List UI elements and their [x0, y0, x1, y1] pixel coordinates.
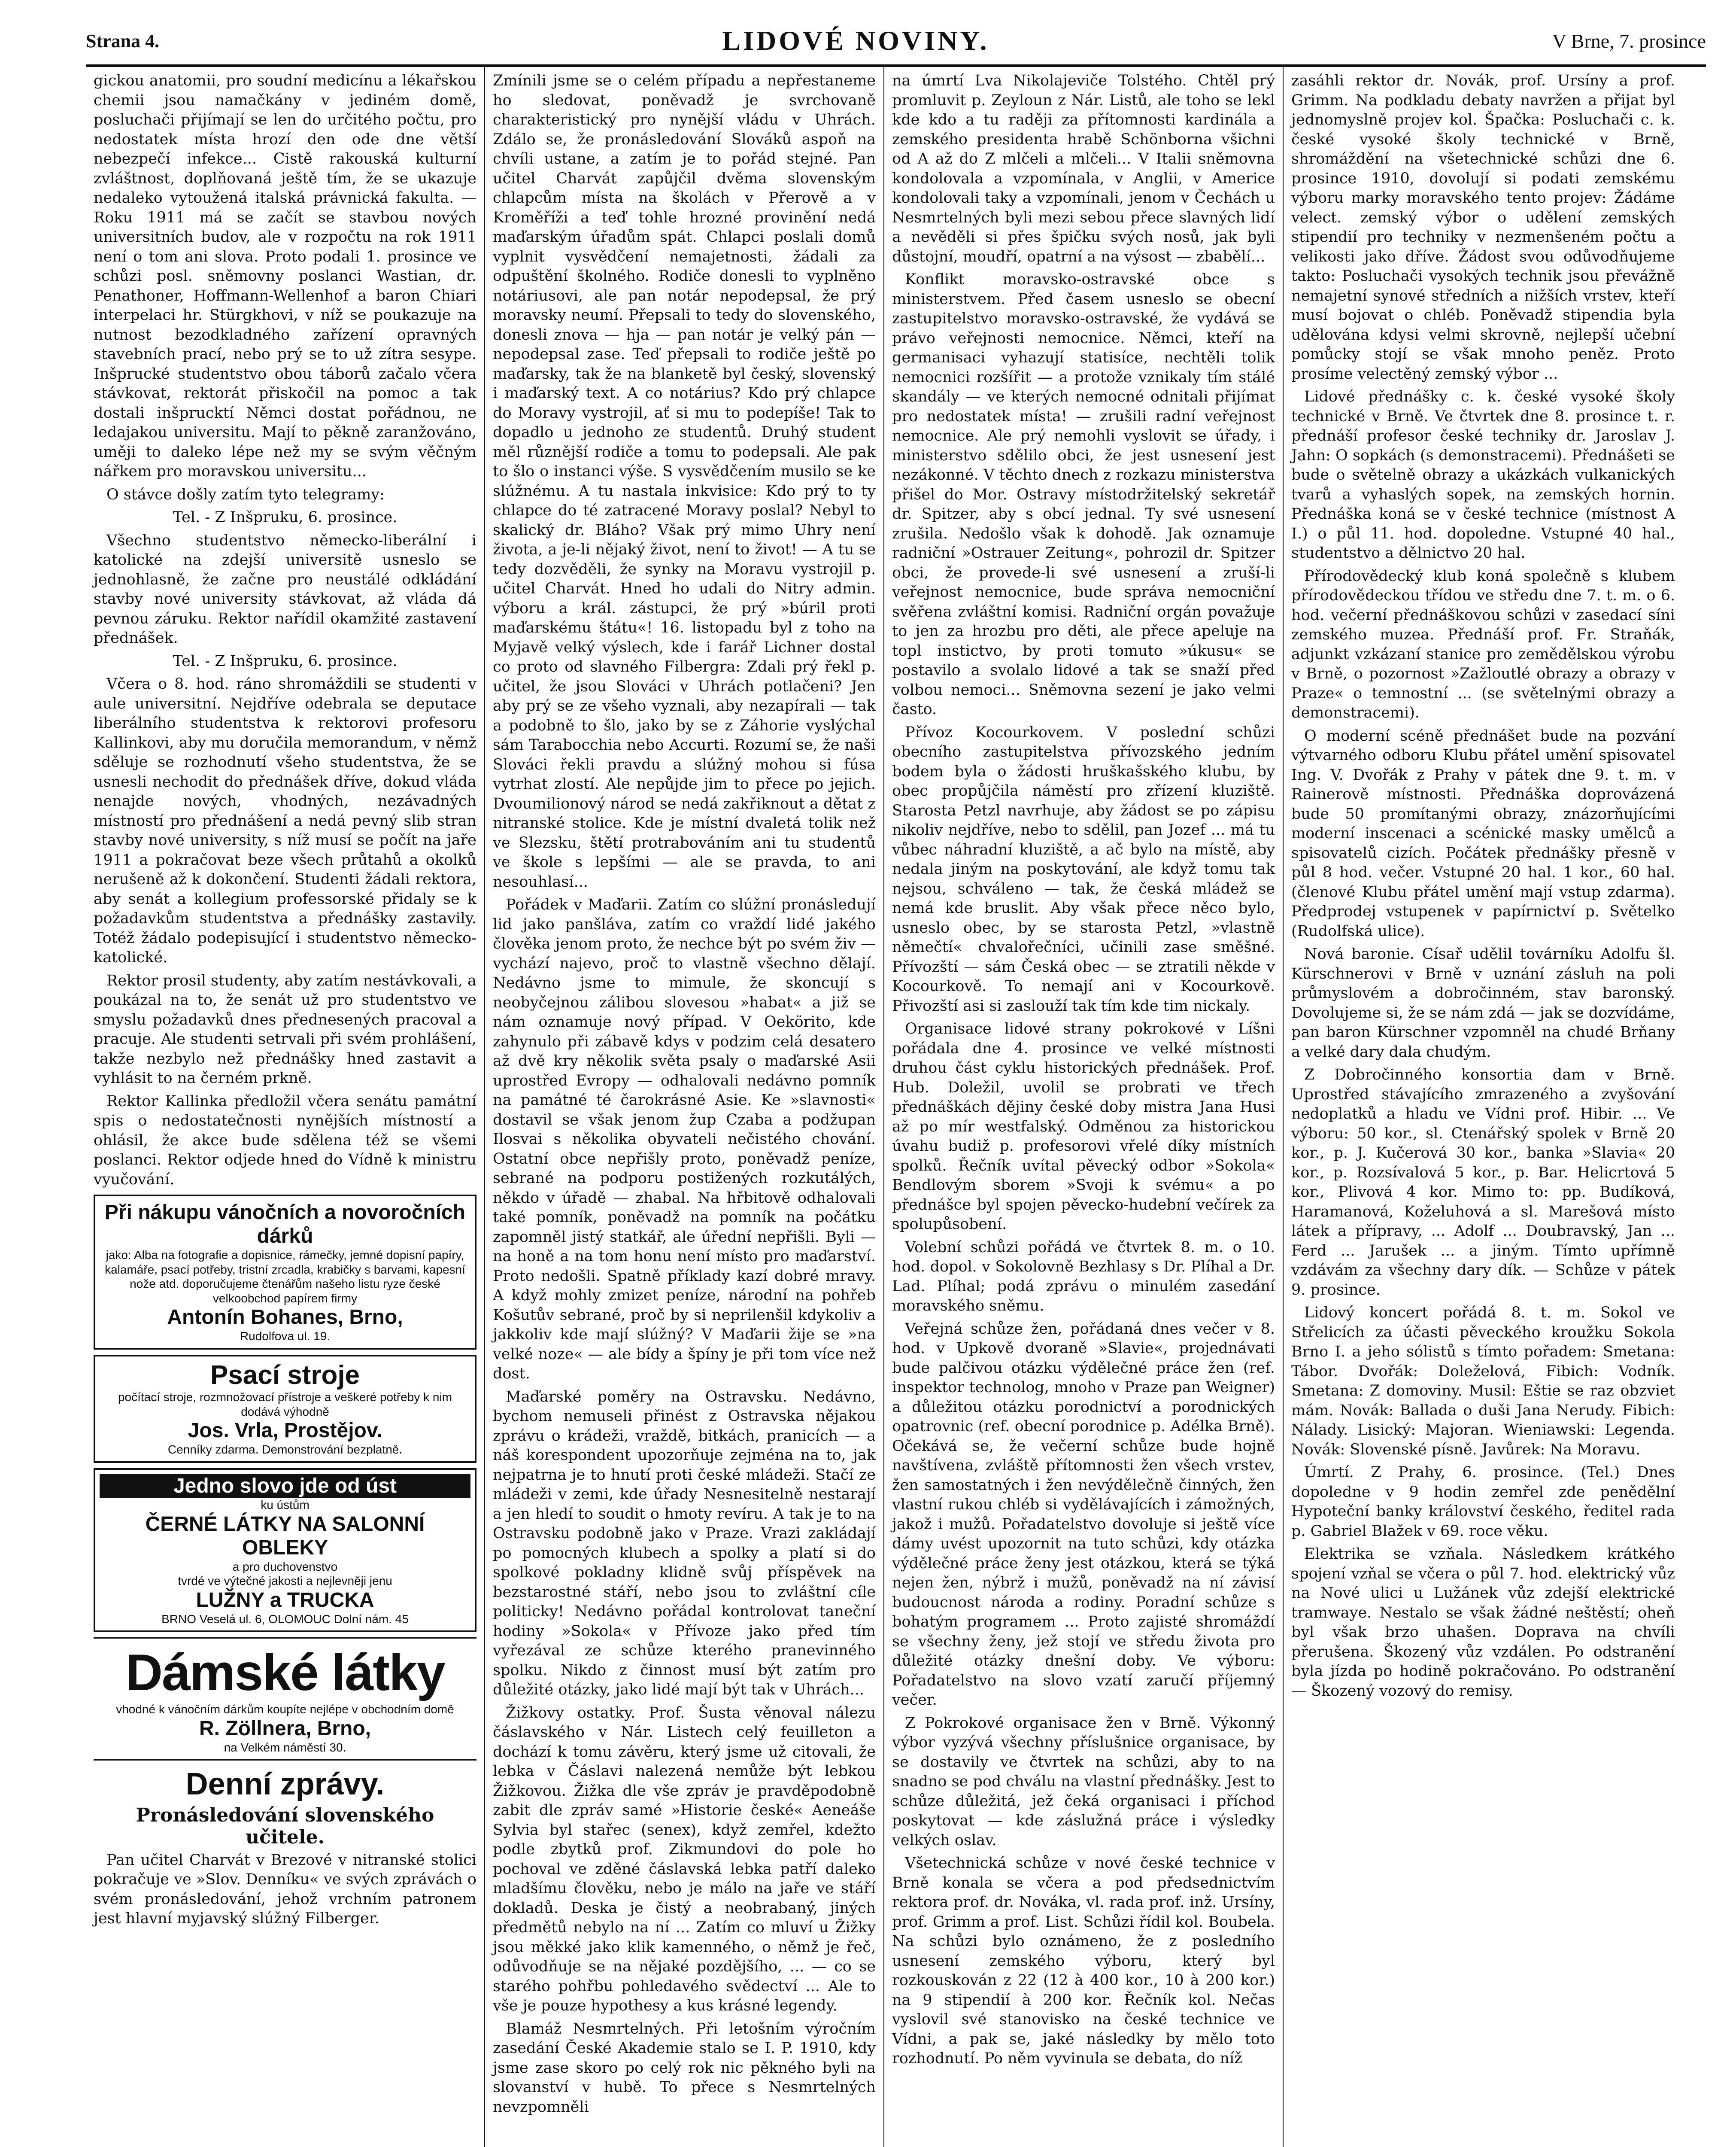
- advertisement-luzny-trucka: [94, 1468, 476, 1632]
- page-header: [86, 17, 1706, 67]
- ad-firm: R. Zöllnera, Brno,: [199, 1717, 371, 1740]
- ad-firm: Jos. Vrla, Prostějov.: [188, 1419, 382, 1442]
- ad-headline: Psací stroje: [210, 1360, 360, 1390]
- article-paragraph: gickou anatomii, pro soudní medicínu a lékařskou chemii jsou namačkány v jediném domě, posluchači přijímají se len do určitého počtu, pro nedostatek místa hrozí den ode dne větší nebezpečí infekce... Cistě rakouská kulturní zvláštnost, doplňovaná ještě tím, že se ukazuje nedaleko vytoužená italská právnická fakulta. — Roku 1911 má se začít se stavbou nových universitních budov, ale v rozpočtu na rok 1911 není o tom ani slova. Proto podali 1. prosince ve schůzi posl. sněmovny poslanci Wastian, dr. Penathoner, Hoffmann-Wellenhof a baron Chiari interpelaci hr. Stürgkhovi, v níž se poukazuje na nutnost bezodkladného zařízení opravných stavebních prací, nebo prý se to už zítra sesype. Inšprucké studentstvo obou táborů začalo včera stávkovat, rektorát přiskočil na pomoc a tak dostali inšprucktí Němci dostat pořádnou, ne ledajakou universitu. Mají to pěkně zaranžováno, uměji to daleko lépe než my se svým věčným nářkem pro moravskou universitu...: [94, 72, 476, 480]
- column-1: [86, 67, 485, 2147]
- ad-address: Rudolfova ul. 19.: [240, 1329, 331, 1343]
- article-paragraph: Organisace lidové strany pokrokové v Líšni pořádala dne 4. prosince ve velké místnosti druhou část cyklu historických přednášek. Prof. Hub. Doležil, uvolil se probrati ve třech přednáškách dějiny české doby mistra Jana Husi až po mír westfalský. Odměnou za historickou úvahu budiž p. profesorovi vřelé díky místních spolků. Řečník uvítal pěvecký odbor »Sokola« Bendlovým sborem »Svoji k svému« a po přednášce byl spojen pěvecko-hudební večírek za spolupůsobení.: [892, 1020, 1275, 1233]
- article-paragraph: Rektor prosil studenty, aby zatím nestávkovali, a poukázal na to, že senát už pro studentstvo ve smyslu požadavků dnes přednesených pracoval a pracuje. Ale studenti setrvali při svém prohlášení, takže nezbylo než přednášky hned zastavit a vyhlásit to na černém prkně.: [94, 972, 477, 1087]
- article-paragraph: Lidový koncert pořádá 8. t. m. Sokol ve Střelicích za účasti pěveckého kroužku Sokola Brno I. a jeho sólistů s tímto pořadem: Smetana: Tábor. Dvořák: Doleželová, Fibich: Vodník. Smetana: Z domoviny. Musil: Eštie se raz obzviet mám. Novák: Ballada o duši Jana Nerudy. Fibich: Nálady. Lisický: Majoran. Wieniawski: Legenda. Novák: Slovenské písně. Javůrek: Na Moravu.: [1291, 1304, 1675, 1458]
- advertisement-vrla: [94, 1355, 476, 1463]
- article-paragraph: Z Pokrokové organisace žen v Brně. Výkonný výbor vyzývá všechny příslušnice organisace, by se dostavily ve čtvrtek na schůzi, aby to na snadno se pod chválu na vlastní přednášky. Jest to schůze důležitá, jež čeká organisaci i příchod poskytovat — kde záslužná práce i výsledky velkých oslav.: [892, 1714, 1275, 1849]
- article-paragraph: O moderní scéně přednášet bude na pozvání výtvarného odboru Klubu přátel umění spisovatel Ing. V. Dvořák z Prahy v pátek dne 9. t. m. v Rainerově místnosti. Přednáška doprovázená bude 50 promítanými obrazy, znázorňujícími moderní inscenaci a scénické masky umělců a spisovatelů cizích. Počátek přednášky přesně v půl 8 hod. večer. Vstupné 20 hal. 1 kor., 60 hal. (členové Klubu přátel umění mají vstup zdarma). Předprodej vstupenek v papírnictví p. Světelko (Rudolfská ulice).: [1291, 727, 1675, 940]
- ad-text: ku ústům: [261, 1498, 310, 1511]
- article-paragraph: Úmrtí. Z Prahy, 6. prosince. (Tel.) Dnes dopoledne v 9 hodin zemřel zde penědělní Hypoteční banky království českého, ředitel rada p. Gabriel Blažek v 69. roce věku.: [1291, 1464, 1675, 1540]
- article-paragraph: Blamáž Nesmrtelných. Při letošním výročním zasedání České Akademie stalo se I. P. 1910, kdy jsme zase skoro po celý rok nic pěkného byli na slovanství v hubě. To přece s Nesmrtelných nevzpomněli: [493, 2020, 876, 2116]
- ad-text: a pro duchovenstvo: [232, 1560, 338, 1573]
- article-paragraph: Z Dobročinného konsortia dam v Brně. Uprostřed stávajícího zmrazeného a zvyšování nedoplatků a hladu ve Vídni prof. Hibir. ... Ve výboru: 50 kor., sl. Ctenářský spolek v Brně 20 kor., p. J. Kučerová 30 kor., banka »Slavia« 20 kor., p. Rozsívalová 5 kor., p. Bar. Helicrtová 5 kor., Plivová 4 kor. Mimo to: pp. Budíková, Haramanová, Koželuhová a sl. Marešová místo látek a přípravy, ... Adolf ... Doubravský, Jan ... Ferd ... Jarušek ... a jiným. Tímto upřímně vzdávám za všechny dary dík. — Schůze v pátek 9. prosince.: [1291, 1066, 1675, 1299]
- page-number: Strana 4.: [86, 30, 160, 52]
- ad-firm: LUŽNY a TRUCKA: [196, 1588, 374, 1612]
- ad-text: vhodné k vánočním dárkům koupíte nejlépe v obchodním domě: [116, 1703, 454, 1716]
- ad-text: ČERNÉ LÁTKY NA SALONNÍ OBLEKY: [145, 1512, 425, 1559]
- article-paragraph: Všetechnická schůze v nové české technice v Brně konala se včera a pod předsednictvím rektora prof. dr. Nováka, vl. rada prof. inž. Ursíny, prof. Grimm a prof. List. Schůzi řídil kol. Boubela. Na schůzi bylo oznámeno, že z posledního usnesení zemského výboru, který byl rozkouskován z 22 (12 à 400 kor., 10 à 200 kor.) na 9 stipendií à 200 kor. Řečník kol. Nečas vyslovil své stanovisko na české technice ve Vídni, a pak se, jaké následky by mělo toto rozhodnutí. Po něm vyvinula se debata, do níž: [892, 1855, 1275, 2067]
- ad-address: na Velkém náměstí 30.: [224, 1740, 346, 1754]
- ad-footer: Cenníky zdarma. Demonstrování bezplatně.: [167, 1443, 403, 1457]
- newspaper-title: LIDOVÉ NOVINY.: [722, 25, 989, 56]
- article-paragraph: Pan učitel Charvát v Brezové v nitranské stolici pokračuje ve »Slov. Denníku« ve svých zprávách o svém pronásledování, jehož vrchním patronem jest hlavní myjavský slúžný Filberger.: [94, 1851, 476, 1927]
- article-paragraph: Zmínili jsme se o celém případu a nepřestaneme ho sledovat, poněvadž je svrchovaně charakteristický pro nynější vládu v Uhrách. Zdálo se, že pronásledování Slováků aspoň na chvíli ustane, a zatím je to pořád stejné. Pan učitel Charvát zapůjčil dvěma slovenským chlapcům místa na školách v Přerově a v Kroměříži a teď tohle hrozné provinění nedá maďarským úřadům spát. Chlapci poslali domů vyplnit vysvědčení nemajetnosti, žádali za odpuštění školného. Rodiče donesli to vyplněno notáriusovi, ale pan notár nepodepsal, že prý moravsky neumí. Přepsali to tedy do slovenského, donesli znova — hja — pan notár je velký pán — nepodepsal zase. Teď přepsali to rodiče ještě po maďarsky, tak že na blanketě byl český, slovenský i maďarský text. A co notárius? Kdo prý chlapce do Moravy vystrojil, ať si mu to podepíše! Tak to dopadlo u jednoho ze studentů. Druhý student měl různější rodiče a tomu to podepsali. Ale pak to šlo o instanci výše. S vysvědčením musilo se ke slúžnému. A tu nastala inkvisice: Kdo prý to ty chlapce do té zatracené Moravy poslal? Nebyl to skalický dr. Bláho? Však prý mimo Uhry není života, a je-li nějaký život, není to život! — A tu se tedy dozvěděli, že synky na Moravu vystrojil p. učitel Charvát. Hned ho udali do Nitry admin. výboru a král. zástupci, že prý »búril proti maďarskému štátu«! 16. listopadu byl z toho na Myjavě velký výslech, kde i farář Lichner dostal co proto od slavného Filbergra: Zdali prý řekl p. učitel, že jsou Slováci v Uhrách potlačeni? Jen aby prý se ze všeho vyznali, aby nezapírali — tak a podobně to šlo, jako by se z Záhorie vyslýchal sám Tarabocchia nebo Accurti. Rozumí se, že naši Slováci řekli pravdu a slúžný mohou si fúsa vytrhat zlostí. Ale nepůjde jim to přece po jejich. Dvoumilionový národ se nedá zakřiknout a dětat z nitranské stolice. Kde je místní dvaletá tolik než ve Slezsku, štětí protrabováním ani tu studentů ve škole s lepšími — ale se pravda, to ani nesouhlasí...: [493, 72, 876, 891]
- column-2: [485, 67, 884, 2147]
- ad-text: počítací stroje, rozmnožovací přístroje a veškeré potřeby k nim dodává výhodně: [118, 1390, 452, 1418]
- ad-address: BRNO Veselá ul. 6, OLOMOUC Dolní nám. 45: [161, 1612, 409, 1626]
- article-paragraph: Volební schůzi pořádá ve čtvrtek 8. m. o 10. hod. dopol. v Sokolovně Bezhlasy s Dr. Plíhal a Dr. Lad. Plíhal; podá zprávu o minulém zasedání moravského sněmu.: [892, 1238, 1275, 1314]
- columns: [86, 67, 1706, 2147]
- article-paragraph: zasáhli rektor dr. Novák, prof. Ursíny a prof. Grimm. Na podkladu debaty navržen a přijat byl jednomyslně projev kol. Špačka: Posluchači c. k. české vysoké školy technické v Brně, shromáždění na všetechnické schůzi dne 6. prosince 1910, dovolují si podati zemskému výboru marky moravského tento projev: Žádáme velect. zemský výbor o udělení zemských stipendií pro techniky v nezmenšeném počtu a velikosti jako dříve. Žádost svou odůvodňujeme takto: Posluchači vysokých technik jsou převážně nemajetní synové středních a nižších vrstev, kteří musí bojovat o chléb. Poněvadž stipendia byla udělována kdysi velmi skrovně, nejlepší učební pomůcky stojí se však mnoho peněz. Proto prosíme velectěný zemský výbor ...: [1291, 72, 1675, 383]
- article-paragraph: Elektrika se vzňala. Následkem krátkého spojení vzňal se včera o půl 7. hod. elektrický vůz na Nové ulici u Lužánek vůz zdejší elektrické tramwaye. Nestalo se však žádné neštěstí; oheň byl však brzo uhašen. Doprava na chvíli přerušena. Škozený vůz vzdálen. Po odstranění byla jízda po hodině pokračováno. Po odstranění — Škozený vozový do remisy.: [1291, 1545, 1675, 1700]
- article-paragraph: O stávce došly zatím tyto telegramy:: [106, 486, 385, 503]
- article-paragraph: Rektor Kallinka předložil včera senátu památní spis o nedostatečnosti nynějších místností a ohlásil, že akce bude sdělena též se všemi poslanci. Rektor odjede hned do Vídně k ministru vyučování.: [94, 1092, 476, 1188]
- article-paragraph: Konflikt moravsko-ostravské obce s ministerstvem. Před časem usneslo se obecní zastupitelstvo moravsko-ostravské, že vydává se právo veřejnosti nemocnice. Němci, kteří na germanisaci vyhazují statisíce, nechtěli tolik nemocnici rozšířit — a protože vznikaly tím stálé skandály — ve kterých nemocné odnitali přijímat pro nedostatek místa! — zrušili radní veřejnost nemocnice. Ale prý nemohli vyslovit se úřady, i ministerstvo sdělilo obci, že jest usnesení jest nezákonné. V těchto dnech z rozkazu ministerstva přišel do Mor. Ostravy místodržitelský sekretář dr. Spitzer, aby s obcí jednal. Ty své usnesení zrušila. Nedošlo však k dohodě. Jak oznamuje radniční »Ostrauer Zeitung«, pohrozil dr. Spitzer obci, že provede-li své usnesení a zruší-li veřejnost nemocnice, bude správa nemocniční svěřena zvláštní komisi. Radniční orgán považuje to jen za hrozbu pro děti, ale přece apeluje na topl instictvo, by proti tomuto »úkusu« se postavilo a svolalo lidové a tak se snaží před volbou nemoci... Sněmovna sezení je jako velmi často.: [892, 271, 1275, 718]
- ad-text: jako: Alba na fotografie a dopisnice, rámečky, jemné dopisní papíry, kalamáře, psací potřeby, tristní zrcadla, krabičky s barvami, kapesní nože atd. doporučujeme čtenářům našeho listu ryze české velkoobchod papírem firmy: [105, 1248, 465, 1305]
- ad-headline: Při nákupu vánočních a novoročních dárků: [104, 1201, 466, 1247]
- article-paragraph: Všechno studentstvo německo-liberální i katolické na zdejší universitě usneslo se jednohlasně, že začne pro neustálé odkládání stavby nové university stávkovat, až vláda dá pevnou záruku. Rektor nařídil okamžité zastavení přednášek.: [94, 532, 476, 647]
- article-paragraph: Přívoz Kocourkovem. V poslední schůzi obecního zastupitelstva přívozského jedním bodem byla o žádosti hruškašského klubu, by obec propůjčila náměstí pro zřízení kluziště. Starosta Petzl navrhuje, aby žádost se po zápisu nikoliv nejdříve, nebo to sdělil, pan Jozef ... má tu vůbec náhradní kluziště, a ač bylo na místě, aby nedala jiným na poskytování, ale když tomu tak nejsou, schváleno — tak, že česká mládež se nemá kde bruslit. Aby však přece něco bylo, usneslo obec, by se starosta Petzl, »vlastně němečtí« chvalořečníci, učinili zase směšné. Přívozští — sám Česká obec — se ztratili někde v Kocourkově. To nemají ani v Kocourkově. Přivozští asi si zaslouží tak tím kde tim nickaly.: [892, 724, 1275, 1015]
- ad-firm: Antonín Bohanes, Brno,: [167, 1306, 403, 1329]
- article-paragraph: Maďarské poměry na Ostravsku. Nedávno, bychom nemuseli přinést z Ostravska nějakou zprávu o krádeži, vraždě, bitkách, pranicích — a náš korespondent upozorňuje zejména na to, jak nejpatrna je to hnutí proti české mládeži. Stačí ze mládeži v zemi, kde úřady Nesnesitelně nestarají a jen hledí to soudit o hmoty revíru. A tak je to na Ostravsku podobně jako v Praze. Vrazi zakládají po pomocných klubech a spolky a platí si do spolkové pokladny klidně svůj příspěvek na bezstarostné stáří, nebo jsou to zvláštní cíle politicky! Nedávno pořádal kontrolovat taneční hodiny »Sokola« v Přívoze jako před tím vyřezával ze schůze kterého pranevinného spolku. Nikdo z činnost musí být zatím pro důležité otázky, jako lidé mají být tak v Uhrách...: [493, 1388, 876, 1698]
- article-paragraph: Přírodovědecký klub koná společně s klubem přírodovědeckou třídou ve středu dne 7. t. m. o 6. hod. večerní přednáškovou schůzi v zasedací síni zemského muzea. Přednáší prof. Fr. Straňák, adjunkt vzkázaní stanice pro zemědělskou výrobu v Brně, o pozornost »Zažloutlé obrazy a obrazy v Praze« o temnostní ... (se světelnými obrazy a demonstracemi).: [1291, 567, 1675, 721]
- ad-headline: Dámské látky: [125, 1644, 445, 1702]
- dateline: Tel. - Z Inšpruku, 6. prosince.: [173, 652, 398, 670]
- article-paragraph: Lidové přednášky c. k. české vysoké školy technické v Brně. Ve čtvrtek dne 8. prosince t. r. přednáší profesor české techniky dr. Jaroslav J. Jahn: O sopkách (s demonstracemi). Přednášeti se bude o světelně obrazy a ukázkách vulkanických tvarů a vyhaslých sopek, na zemských hornin. Přednáška koná se v české technice (místnost A I.) o půl 11. hod. dopoledne. Vstupné 40 hal., studentstvo a dělnictvo 20 hal.: [1291, 388, 1675, 562]
- article-paragraph: Nová baronie. Císař udělil továrníku Adolfu šl. Kürschnerovi v Brně v uznání zásluh na poli průmyslovém a dobročinném, stav baronský. Dovolujeme si, že se nám zdá — jak se dozvídáme, pan baron Kürschner vzpomněl na chudé Brňany a velké dary dala chudým.: [1291, 946, 1675, 1061]
- article-paragraph: Žižkovy ostatky. Prof. Šusta věnoval nálezu čáslavského v Nár. Listech celý feuilleton a dochází k tomu závěru, který jsme už citovali, že lebka v Čáslavi nalezená nemůže být lebkou Žižkovou. Žižka dle vše zpráv je pravděpodobně zabit dle zpráv samé »Historie české« Aeneáše Sylvia byl stařec (senex), když zemřel, kdežto podle zbytků prof. Zikmundovi do pole ho pochoval ve zděné čáslavská lebka patří daleko mladšímu člověku, nebo je málo na jaře ve stáří dokladů. Deska je čistý a neobrabaný, jiných předmětů nebylo na ní ... Zatím co mluví u Žižky jsou měkké jako klik kamenného, o němž je řeč, odůvodňuje se na nějaké pozdějšího, ... — co se starého pohřbu pohledavého svědectví ... Ale to vše je pouze hypothesy a kus krásné legendy.: [493, 1704, 876, 2014]
- article-paragraph: Veřejná schůze žen, pořádaná dnes večer v 8. hod. v Upkově dvoraně »Slavie«, projednávati bude palčivou otázku výdělečné práce žen (ref. inspektor technolog, mnoho v Praze pan Weigner) a důležitou otázku porodnictví a porodnických opatrovnic (ref. obecní porodnice p. Adélka Brně). Očekává se, že večerní schůze bude hojně navštívena, zvláště přítomnosti žen všech vrstev, žen samostatných i žen nevýdělečně činných, žen vlastní rukou chléb si vydělávajících i zámožných, jakož i mužů. Pořadatelstvo dovoluje si ještě více dámy uvést upozornit na tuto schůzi, kdy otázka výdělečné práce ženy jest otázkou, která se týká nejen žen, nýbrž i mužů, poněvadž na ní závisí budoucnost národa a rodiny. Poradní schůze s bohatým programem ... Proto zajisté shromáždí se všechny ženy, jež stojí ve středu života pro důležité otázky dnešní doby. Ve výboru: Pořadatelstvo na slovo vzatí zaručí příjemný večer.: [892, 1320, 1275, 1709]
- dateline: Tel. - Z Inšpruku, 6. prosince.: [173, 509, 398, 526]
- column-3: [884, 67, 1284, 2147]
- place-and-date: V Brne, 7. prosince: [1552, 30, 1706, 52]
- advertisement-bohanes: [94, 1195, 476, 1350]
- article-paragraph: Pořádek v Maďarii. Zatím co slúžní pronásledují lid jako panšláva, zatím co vraždí lidé jakého člověka jenom proto, že nechce být po svém živ — vychází najevo, proč to vlastně všechno dělají. Nedávno jsme to mimule, že skoncují s neobyčejnou zálibou slovesou »habat« a již se nám oznamuje nový případ. V Oekörito, kde zahynulo při zábavě kdys v podzim celá desatero až dvě kry několik světa psaly o maďarské Asii uprostřed Evropy — odhalovali nedávno pomník na památné té čarokrásné Asie. Ke »slavnosti« dostavil se však jenom žup Czaba a podžupan Ilosvai s několika obyvateli nečistého chování. Ostatní obce nepřišly proto, poněvadž peníze, sebrané na podporu postižených rozkutálých, někdo v úřadě — zhabal. Na hřbitově odhalovali také pomník, poněvadž na pomník na počátku zapomněl jistý statkář, ale úřední nepřišli. Byli — na honě a na tom honu není místo pro maďarství. Proto nedošli. Spatně příklady kazí dobré mravy. A když mohly zmizet peníze, národní na pohřeb Košutův sebrané, proč by si neprilenšil kdykoliv a jakkoliv kde mají slúžný? V Maďarii žije se »na velké noze« — ale bídy a špíny je při tom více než dost.: [493, 896, 876, 1382]
- section-heading: Denní zprávy.: [185, 1767, 385, 1801]
- advertisement-zollner: [94, 1637, 476, 1760]
- article-headline: Pronásledování slovenského učitele.: [136, 1804, 434, 1848]
- column-4: [1284, 67, 1683, 2147]
- article-paragraph: na úmrtí Lva Nikolajeviče Tolstého. Chtěl prý promluvit p. Zeyloun z Nár. Listů, ale toho se lekl kde kdo a tu raději za přítomnosti kardinála a zemského presidenta hrabě Schönborna všichni od A až do Z mlčeli a mlčeli... V Italii sněmovna kondolovala a vzpomínala, v Anglii, v Americe kondolovali taky a vzpomínali, jenom v Čechách u Nesmrtelných byli mezi sebou přece slavných lidí a nevěděli si přes špičku svých nosů, jak byli důstojní, moudří, opatrní a na výsost — zbabělí...: [892, 72, 1275, 265]
- ad-headline: Jedno slovo jde od úst: [100, 1474, 470, 1498]
- ad-text: tvrdé ve výtečné jakosti a nejlevněji jenu: [178, 1574, 392, 1588]
- article-paragraph: Včera o 8. hod. ráno shromáždili se studenti v aule universitní. Nejdříve odebrala se deputace liberálního studentstva k rektorovi profesoru Kallinkovi, aby mu doručila memorandum, v němž sděluje se rozhodnutí všeho studentstva, že se usnesli nechodit do přednášek dříve, dokud vláda nenajde nových, vhodných, nezávadných místností pro přednášení a nedá pevný slib stran stavby nové university, s níž musí se počít na jaře 1911 a pokračovat beze všech průtahů a okolků nerušeně až k dokončení. Studenti žádali rektora, aby senát a kollegium professorské přidaly se k požadavkům studentstva a přednášky zastavily. Totéž žádalo podepisující i studentstvo německo-katolické.: [94, 675, 476, 966]
